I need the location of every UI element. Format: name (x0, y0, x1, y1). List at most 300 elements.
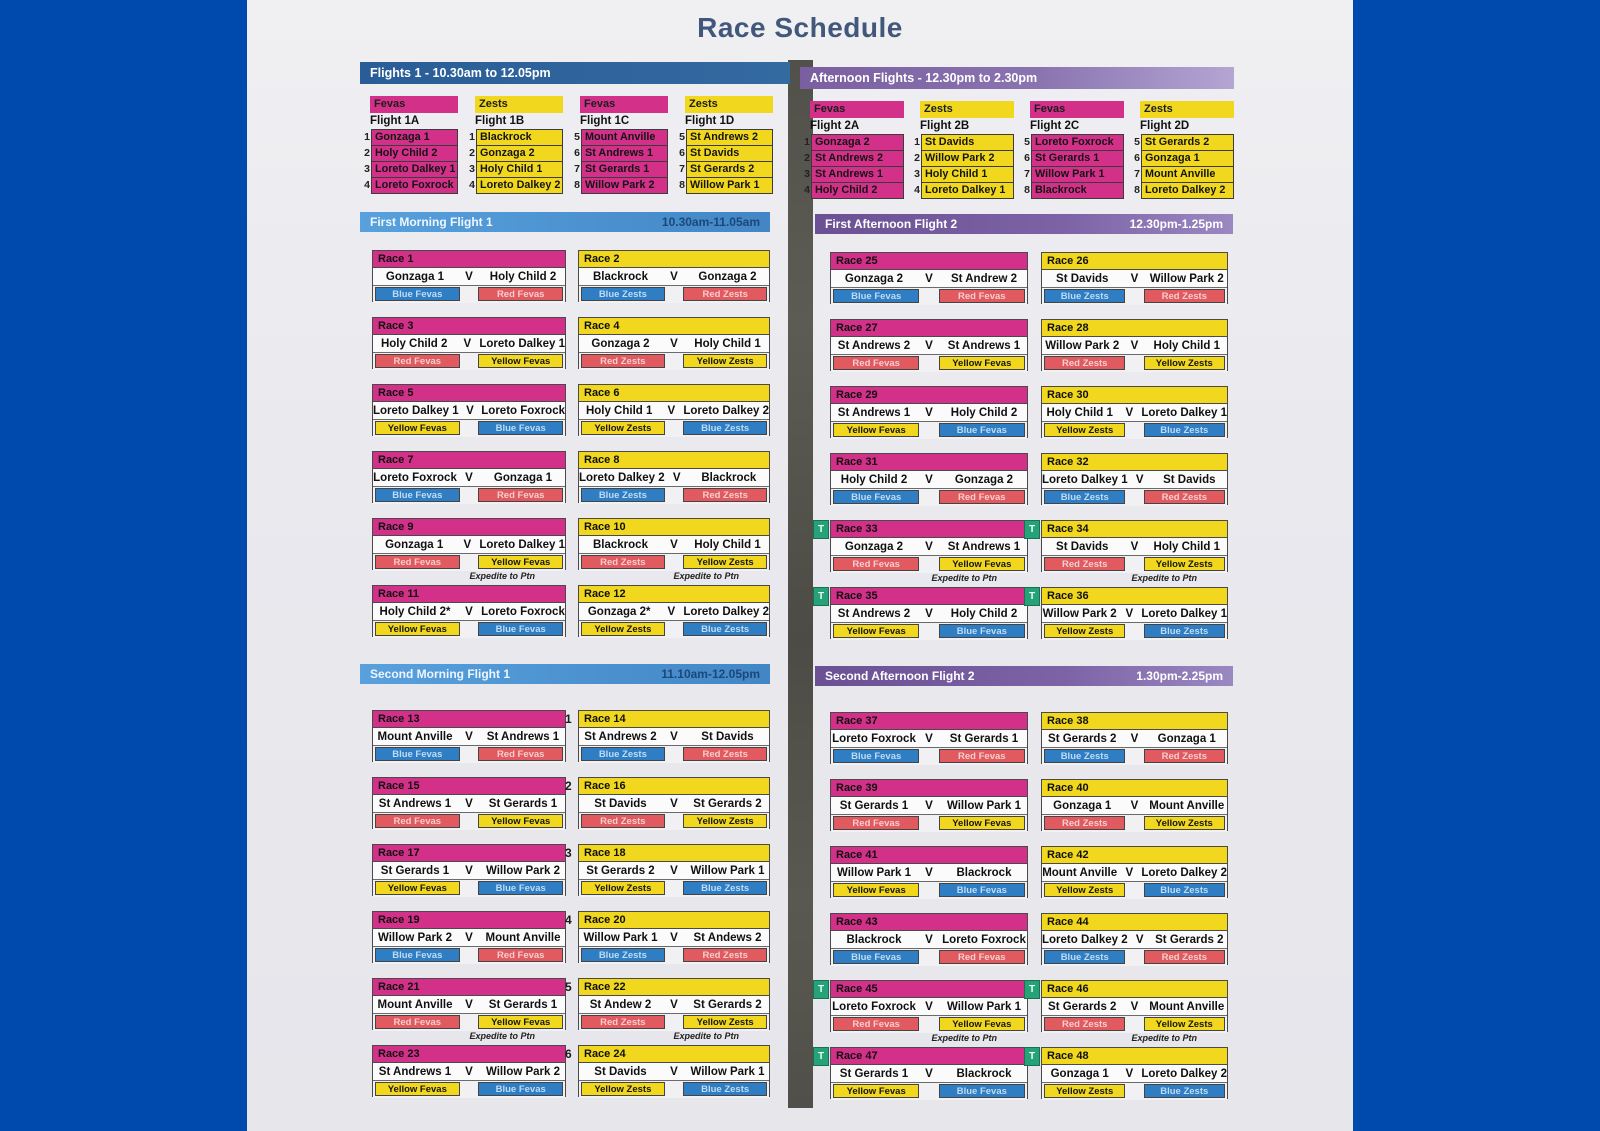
section-title: First Morning Flight 1 (370, 215, 493, 229)
crew-left-chip: Yellow Fevas (833, 624, 919, 638)
team-a: Gonzaga 2 (591, 337, 650, 350)
team-a: Blackrock (593, 538, 648, 551)
versus-label: V (463, 337, 472, 350)
team-b: Mount Anville (485, 931, 561, 944)
team-b: Holy Child 1 (1153, 339, 1220, 352)
flight-row (1020, 134, 1124, 151)
crew-left-chip: Yellow Zests (581, 1082, 665, 1096)
expedite-note (373, 502, 565, 504)
flight-row (465, 129, 563, 146)
expedite-note (831, 504, 1027, 506)
crew-right-chip: Red Fevas (939, 490, 1025, 504)
team-a: Loreto Foxrock (832, 1000, 916, 1013)
race-card (578, 451, 770, 503)
team-b: Holy Child 1 (694, 337, 761, 350)
versus-label: V (670, 1065, 678, 1078)
team-b: Loreto Dalkey 2 (1141, 866, 1227, 879)
race-teams-row (579, 603, 769, 621)
race-title: Race 30 (1042, 387, 1227, 404)
flight-rows (570, 129, 668, 194)
flight-team-cell: Gonzaga 1 (1141, 150, 1234, 167)
section-header-bar (360, 212, 770, 232)
expedite-note (831, 638, 1027, 640)
race-title: Race 38 (1042, 713, 1227, 730)
race-title: Race 4 (579, 318, 769, 335)
crew-left-chip: Red Zests (581, 555, 665, 569)
expedite-note (373, 368, 565, 370)
flight-team-cell: Willow Park 2 (921, 150, 1014, 167)
crew-left-chip: Blue Fevas (375, 948, 460, 962)
race-title: Race 45 (831, 981, 1027, 998)
team-b: Loreto Dalkey 2 (1141, 1067, 1227, 1080)
versus-label: V (1130, 272, 1139, 285)
race-card (565, 844, 770, 896)
crew-left-chip: Blue Fevas (833, 749, 919, 763)
flight-tables (360, 96, 790, 194)
race-title: Race 13 (373, 711, 565, 728)
flight-rows (910, 134, 1014, 199)
crew-right-chip: Blue Zests (683, 1082, 767, 1096)
versus-label: V (925, 473, 933, 486)
race-teams-row (831, 337, 1027, 355)
race-title: Race 12 (579, 586, 769, 603)
crew-left-chip: Blue Fevas (833, 490, 919, 504)
crew-right-chip: Yellow Zests (1144, 1017, 1225, 1031)
crew-left-chip: Red Fevas (375, 1015, 460, 1029)
team-a: Gonzaga 1 (1050, 1067, 1109, 1080)
crew-left-chip: Yellow Zests (1044, 883, 1125, 897)
team-a: Mount Anville (377, 730, 453, 743)
flight-rows (675, 129, 773, 194)
flight-team-cell: St Gerards 1 (1031, 150, 1124, 167)
team-b: Willow Park 1 (690, 864, 765, 877)
race-teams-row (1042, 471, 1227, 489)
crew-right-chip: Red Fevas (478, 948, 563, 962)
flight-row-number: 8 (1024, 184, 1030, 196)
versus-label: V (1135, 933, 1144, 946)
race-card (830, 319, 1028, 371)
versus-label: V (925, 339, 933, 352)
expedite-note: Expedite to Ptn (673, 1031, 739, 1041)
flight-row-number: 2 (914, 152, 920, 164)
race-card (830, 386, 1028, 438)
flight-row (570, 129, 668, 146)
flight-name: Flight 2B (920, 120, 970, 132)
flight-row (910, 182, 1014, 199)
flight-row-number: 6 (1024, 152, 1030, 164)
team-b: St Andrews 1 (947, 540, 1021, 553)
race-teams-row (1042, 270, 1227, 288)
versus-label: V (1125, 866, 1134, 879)
flight-row (910, 150, 1014, 167)
expedite-note (373, 435, 565, 437)
crew-right-chip: Blue Zests (1144, 1084, 1225, 1098)
race-teams-row (579, 536, 769, 554)
crew-left-chip: Yellow Fevas (375, 421, 460, 435)
crew-left-chip: Red Zests (581, 814, 665, 828)
race-title: Race 43 (831, 914, 1027, 931)
flight-group-chip: Zests (475, 96, 563, 113)
race-title: Race 10 (579, 519, 769, 536)
versus-label: V (465, 998, 473, 1011)
team-a: Gonzaga 2 (844, 272, 904, 285)
team-b: St Andrews 1 (486, 730, 560, 743)
flight-team-cell: Willow Park 1 (1031, 166, 1124, 183)
race-teams-row (373, 996, 565, 1014)
versus-label: V (465, 1065, 473, 1078)
race-title: Race 44 (1042, 914, 1227, 931)
crew-right-chip: Blue Fevas (939, 883, 1025, 897)
race-card (1041, 779, 1228, 831)
team-b: St Gerards 2 (693, 998, 762, 1011)
race-title: Race 46 (1042, 981, 1227, 998)
crew-left-chip: Blue Fevas (375, 747, 460, 761)
race-card (372, 911, 566, 963)
race-title: Race 28 (1042, 320, 1227, 337)
team-a: Willow Park 2 (1042, 607, 1117, 620)
flight-group-chip: Fevas (810, 101, 904, 118)
race-teams-row (1042, 797, 1227, 815)
flight-row (675, 145, 773, 162)
expedite-note (579, 895, 769, 897)
race-section (815, 666, 1233, 1099)
flight-row (800, 150, 904, 167)
crew-left-chip: Blue Zests (581, 747, 665, 761)
page-title: Race Schedule (697, 12, 903, 43)
versus-label: V (1130, 339, 1139, 352)
team-a: St Gerards 2 (1048, 1000, 1117, 1013)
scanned-schedule-page (247, 0, 1353, 1131)
team-b: St Gerards 1 (488, 797, 558, 810)
flight-tables (800, 101, 1234, 199)
flight-team-cell: Holy Child 2 (371, 145, 458, 162)
flight-name: Flight 1C (580, 115, 630, 127)
expedite-note: Expedite to Ptn (931, 1033, 997, 1043)
team-b: Gonzaga 2 (698, 270, 757, 283)
race-title: Race 24 (579, 1046, 769, 1063)
versus-label: V (667, 404, 676, 417)
race-card (1028, 980, 1228, 1043)
team-b: Holy Child 2 (489, 270, 557, 283)
versus-label: V (925, 607, 933, 620)
flight-row (800, 182, 904, 199)
race-card (372, 1045, 566, 1097)
crew-left-chip: Blue Fevas (833, 950, 919, 964)
race-title: Race 32 (1042, 454, 1227, 471)
flight-row-number: 3 (364, 163, 370, 175)
versus-label: V (1130, 540, 1139, 553)
flight-row-number: 3 (804, 168, 810, 180)
race-teams-row (373, 536, 565, 554)
section-title: Second Afternoon Flight 2 (825, 669, 975, 683)
team-a: Loreto Dalkey 2 (1042, 933, 1128, 946)
expedite-note (831, 763, 1027, 765)
race-teams-row (373, 469, 565, 487)
race-card (578, 585, 770, 637)
expedite-note (373, 301, 565, 303)
crew-right-chip: Blue Fevas (478, 622, 563, 636)
crew-left-chip: Blue Zests (1044, 490, 1125, 504)
crew-left-chip: Red Zests (581, 354, 665, 368)
race-card (1028, 587, 1228, 639)
race-title: Race 2 (579, 251, 769, 268)
versus-label: V (670, 998, 678, 1011)
team-a: St Davids (1056, 540, 1109, 553)
team-b: Loreto Dalkey 1 (479, 538, 565, 551)
race-teams-row (373, 1063, 565, 1081)
crew-right-chip: Yellow Fevas (478, 555, 563, 569)
flight-team-cell: Loreto Dalkey 1 (371, 161, 458, 178)
flight-row-number: 1 (914, 136, 920, 148)
t-tag: T (813, 520, 829, 539)
race-teams-row (579, 469, 769, 487)
versus-label: V (1135, 473, 1144, 486)
expedite-note: Expedite to Ptn (673, 571, 739, 581)
flight-row (800, 134, 904, 151)
team-b: Mount Anville (1149, 1000, 1225, 1013)
team-a: Holy Child 1 (1046, 406, 1113, 419)
versus-label: V (670, 538, 678, 551)
flight-team-cell: Mount Anville (581, 129, 668, 146)
race-card (578, 518, 770, 581)
team-b: St Andrews 1 (947, 339, 1021, 352)
crew-left-chip: Red Zests (1044, 1017, 1125, 1031)
team-a: St Gerards 2 (1048, 732, 1117, 745)
flight-name: Flight 2C (1030, 120, 1080, 132)
race-card (817, 1047, 1028, 1099)
race-card (565, 1045, 770, 1097)
versus-label: V (670, 931, 678, 944)
flight-group-chip: Fevas (1030, 101, 1124, 118)
team-a: Holy Child 2* (379, 605, 451, 618)
race-card (830, 252, 1028, 304)
race-card (372, 844, 566, 896)
flight-row (910, 134, 1014, 151)
race-cards (815, 252, 1233, 639)
race-teams-row (1042, 730, 1227, 748)
expedite-note: Expedite to Ptn (1131, 573, 1197, 583)
race-title: Race 3 (373, 318, 565, 335)
flight-row-number: 6 (574, 147, 580, 159)
flight-row (1020, 150, 1124, 167)
race-row-number: 4 (565, 913, 572, 927)
race-card (372, 585, 566, 637)
race-teams-row (579, 268, 769, 286)
flight-row-number: 6 (1134, 152, 1140, 164)
crew-left-chip: Red Fevas (833, 557, 919, 571)
team-a: Mount Anville (1042, 866, 1118, 879)
crew-left-chip: Yellow Fevas (375, 622, 460, 636)
flight-team-cell: Blackrock (1031, 182, 1124, 199)
race-teams-row (373, 402, 565, 420)
expedite-note: Expedite to Ptn (1131, 1033, 1197, 1043)
crew-right-chip: Blue Fevas (478, 421, 563, 435)
team-a: Holy Child 2 (840, 473, 908, 486)
expedite-note (373, 962, 565, 964)
versus-label: V (925, 272, 933, 285)
race-title: Race 19 (373, 912, 565, 929)
flight-row-number: 1 (364, 131, 370, 143)
race-teams-row (831, 1065, 1027, 1083)
t-tag: T (813, 587, 829, 606)
race-title: Race 14 (579, 711, 769, 728)
race-card (830, 712, 1028, 764)
race-teams-row (831, 998, 1027, 1016)
crew-right-chip: Blue Fevas (939, 423, 1025, 437)
flight-row (360, 129, 458, 146)
crew-right-chip: Red Fevas (939, 950, 1025, 964)
race-card (1041, 386, 1228, 438)
crew-right-chip: Red Zests (1144, 950, 1225, 964)
expedite-note (1042, 830, 1227, 832)
crew-right-chip: Yellow Zests (683, 354, 767, 368)
race-teams-row (1042, 998, 1227, 1016)
flight-row (570, 177, 668, 194)
flight-row (465, 145, 563, 162)
team-a: St Andrews 2 (837, 607, 911, 620)
flight-group-chip: Zests (685, 96, 773, 113)
race-card (1028, 1047, 1228, 1099)
flight-row (1020, 182, 1124, 199)
race-row-number: 1 (565, 712, 572, 726)
expedite-note (579, 828, 769, 830)
race-title: Race 26 (1042, 253, 1227, 270)
race-title: Race 29 (831, 387, 1027, 404)
section-time: 1.30pm-2.25pm (1136, 669, 1223, 683)
flight-team-cell: Willow Park 2 (581, 177, 668, 194)
crew-right-chip: Yellow Fevas (478, 354, 563, 368)
team-a: St Gerards 1 (839, 1067, 909, 1080)
expedite-note (579, 368, 769, 370)
crew-right-chip: Red Fevas (478, 287, 563, 301)
flight-team-cell: Loreto Dalkey 1 (921, 182, 1014, 199)
race-card (1041, 712, 1228, 764)
flight-panel (360, 62, 790, 194)
crew-left-chip: Blue Zests (1044, 749, 1125, 763)
flight-team-cell: St Andrews 1 (581, 145, 668, 162)
flight-panel (800, 67, 1234, 199)
race-card (372, 250, 566, 302)
crew-right-chip: Yellow Fevas (939, 816, 1025, 830)
team-b: Willow Park 1 (946, 1000, 1022, 1013)
versus-label: V (465, 270, 473, 283)
versus-label: V (670, 337, 678, 350)
race-teams-row (373, 728, 565, 746)
race-teams-row (579, 996, 769, 1014)
versus-label: V (925, 866, 933, 879)
flight-row-number: 7 (1024, 168, 1030, 180)
crew-right-chip: Blue Fevas (478, 1082, 563, 1096)
race-title: Race 1 (373, 251, 565, 268)
crew-right-chip: Yellow Zests (1144, 356, 1225, 370)
versus-label: V (1130, 1000, 1139, 1013)
race-title: Race 41 (831, 847, 1027, 864)
crew-right-chip: Yellow Zests (1144, 816, 1225, 830)
flight-team-cell: St Andrews 2 (686, 129, 773, 146)
section-title: Second Morning Flight 1 (370, 667, 510, 681)
race-card (830, 453, 1028, 505)
flight-table (910, 101, 1014, 199)
flight-table (1020, 101, 1124, 199)
versus-label: V (465, 797, 473, 810)
team-a: St Andrews 2 (837, 339, 911, 352)
race-title: Race 42 (1042, 847, 1227, 864)
crew-right-chip: Blue Zests (1144, 624, 1225, 638)
team-b: Loreto Dalkey 1 (479, 337, 565, 350)
team-b: Holy Child 2 (950, 607, 1018, 620)
flight-team-cell: St Andrews 2 (811, 150, 904, 167)
team-a: Loreto Dalkey 1 (373, 404, 459, 417)
race-card (830, 846, 1028, 898)
race-title: Race 5 (373, 385, 565, 402)
expedite-note (579, 435, 769, 437)
race-title: Race 27 (831, 320, 1027, 337)
expedite-note (1042, 638, 1227, 640)
flight-table (465, 96, 563, 194)
crew-right-chip: Blue Zests (683, 622, 767, 636)
flight-name: Flight 1A (370, 115, 420, 127)
versus-label: V (1125, 406, 1134, 419)
crew-right-chip: Yellow Zests (683, 1015, 767, 1029)
team-a: Loreto Dalkey 2 (579, 471, 665, 484)
team-b: Gonzaga 2 (954, 473, 1014, 486)
expedite-note (831, 303, 1027, 305)
race-teams-row (373, 268, 565, 286)
expedite-note (831, 437, 1027, 439)
team-b: St Andrew 2 (950, 272, 1018, 285)
race-card (817, 520, 1028, 583)
crew-left-chip: Yellow Fevas (375, 881, 460, 895)
crew-left-chip: Red Fevas (833, 1017, 919, 1031)
race-title: Race 36 (1042, 588, 1227, 605)
race-card (1041, 846, 1228, 898)
flight-table (360, 96, 458, 194)
race-title: Race 33 (831, 521, 1027, 538)
race-row-number: 6 (565, 1047, 572, 1061)
flight-rows (1130, 134, 1234, 199)
versus-label: V (670, 864, 678, 877)
crew-right-chip: Yellow Zests (683, 814, 767, 828)
team-a: St Davids (1056, 272, 1109, 285)
versus-label: V (1130, 799, 1139, 812)
versus-label: V (925, 1000, 933, 1013)
team-a: St Andew 2 (589, 998, 652, 1011)
versus-label: V (925, 799, 933, 812)
flight-row-number: 2 (364, 147, 370, 159)
race-section (360, 664, 770, 1097)
expedite-note (831, 370, 1027, 372)
crew-left-chip: Yellow Fevas (833, 423, 919, 437)
versus-label: V (925, 1067, 933, 1080)
race-teams-row (1042, 337, 1227, 355)
team-b: Loreto Foxrock (481, 404, 565, 417)
race-cards (815, 712, 1233, 1099)
crew-left-chip: Red Zests (1044, 356, 1125, 370)
team-a: St Gerards 1 (380, 864, 450, 877)
race-teams-row (1042, 404, 1227, 422)
race-teams-row (831, 864, 1027, 882)
team-b: Loreto Dalkey 1 (1141, 607, 1227, 620)
flight-team-cell: Mount Anville (1141, 166, 1234, 183)
flight-row-number: 2 (469, 147, 475, 159)
race-teams-row (831, 270, 1027, 288)
t-tag: T (1024, 1047, 1040, 1066)
team-a: Gonzaga 1 (385, 538, 444, 551)
flight-row-number: 5 (574, 131, 580, 143)
flight-team-cell: Gonzaga 2 (811, 134, 904, 151)
section-time: 12.30pm-1.25pm (1129, 217, 1223, 231)
flight-row-number: 4 (469, 179, 475, 191)
